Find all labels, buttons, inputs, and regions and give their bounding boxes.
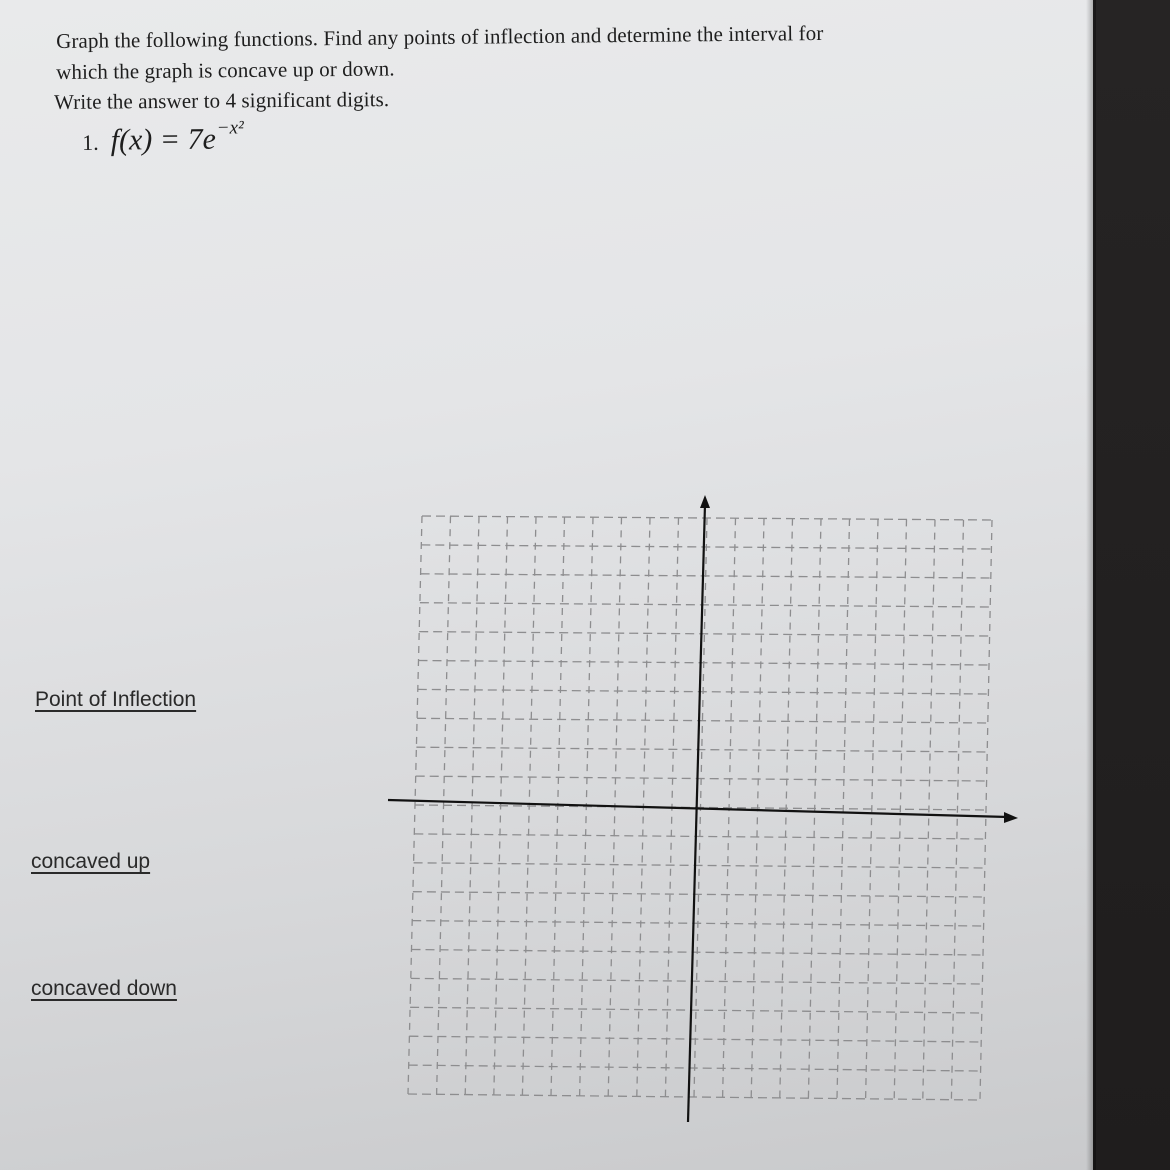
function-exponent: −x² bbox=[216, 117, 244, 139]
point-of-inflection-label: Point of Inflection bbox=[35, 688, 197, 711]
problem-function bbox=[110, 117, 244, 157]
x-axis bbox=[388, 800, 1008, 817]
coordinate-grid bbox=[380, 490, 1025, 1130]
y-axis-arrow bbox=[700, 495, 710, 508]
x-axis-arrow bbox=[1004, 812, 1018, 823]
problem-1 bbox=[82, 117, 244, 158]
concaved-down-label: concaved down bbox=[31, 977, 177, 1000]
function-lhs: f(x) = 7e bbox=[110, 122, 217, 157]
concaved-up-label: concaved up bbox=[31, 850, 151, 873]
page-edge-shadow bbox=[1086, 0, 1096, 1170]
instruction-line-2: which the graph is concave up or down. bbox=[56, 56, 395, 84]
problem-number: 1. bbox=[82, 129, 99, 155]
axes bbox=[388, 495, 1018, 1122]
instruction-line-3: Write the answer to 4 significant digits. bbox=[54, 87, 390, 114]
instruction-line-1: Graph the following functions. Find any points of inflection and determine the interval for bbox=[56, 20, 824, 53]
y-axis bbox=[688, 504, 705, 1122]
